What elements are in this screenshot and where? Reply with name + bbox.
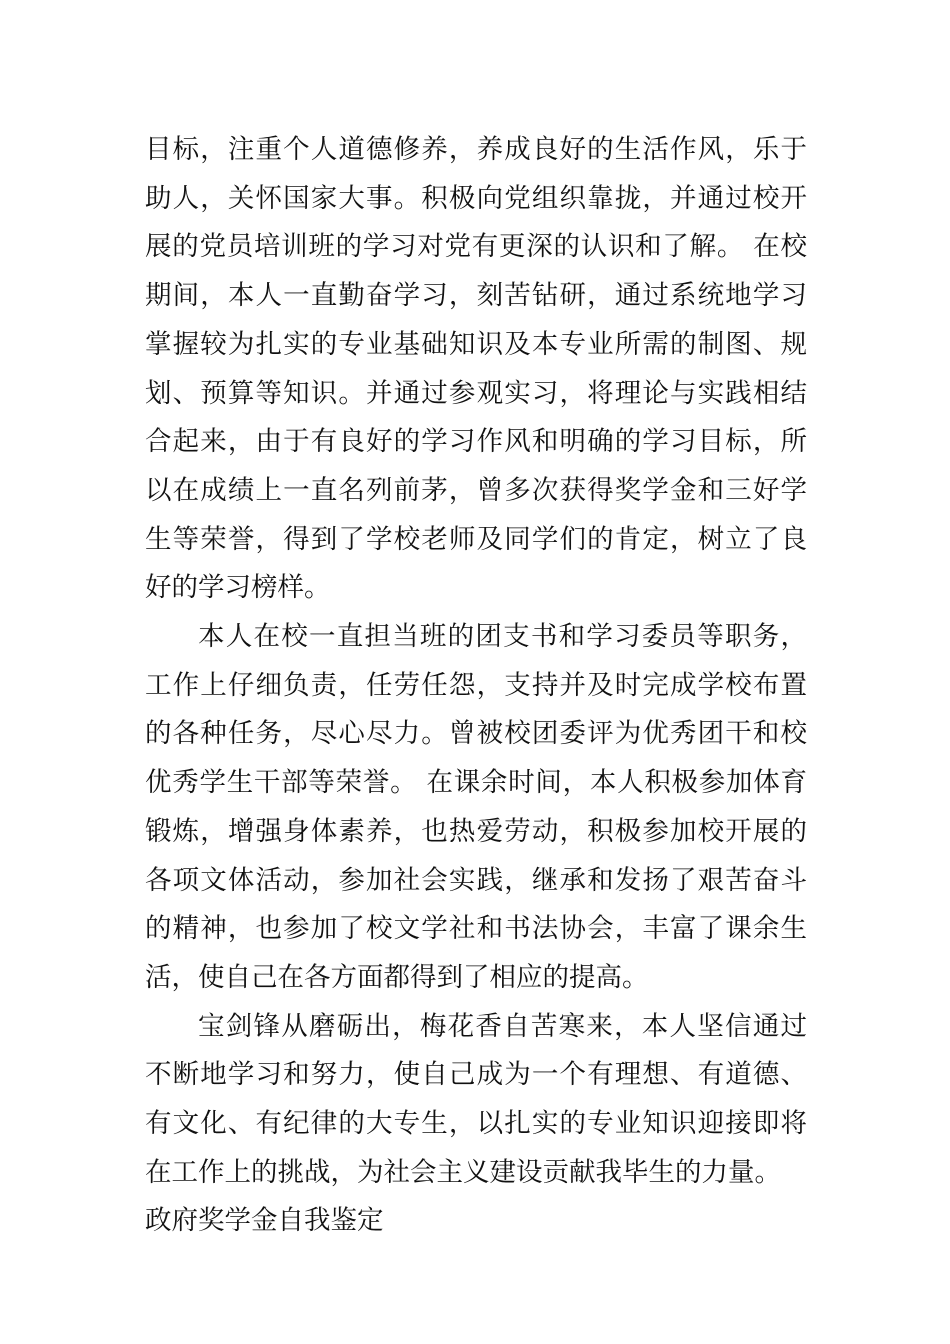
document-body [145, 126, 807, 1246]
paragraph-1: 目标，注重个人道德修养，养成良好的生活作风，乐于助人，关怀国家大事。积极向党组织靠拢，并通过校开展的党员培训班的学习对党有更深的认识和了解。 在校期间，本人一直勤奋学习，刻苦钻研，通过系统地学习掌握较为扎实的专业基础知识及本专业所需的制图、规划、预算等知识。并通过参观实习，将理论与实践相结合起来，由于有良好的学习作风和明确的学习目标，所以在成绩上一直名列前茅，曾多次获得奖学金和三好学生等荣誉，得到了学校老师及同学们的肯定，树立了良好的学习榜样。 [145, 134, 807, 604]
paragraph-3: 宝剑锋从磨砺出，梅花香自苦寒来，本人坚信通过不断地学习和努力，使自己成为一个有理想、有道德、有文化、有纪律的大专生，以扎实的专业知识迎接即将在工作上的挑战，为社会主义建设贡献我毕生的力量。 [145, 1010, 807, 1188]
paragraph-2: 本人在校一直担当班的团支书和学习委员等职务，工作上仔细负责，任劳任怨，支持并及时完成学校布置的各种任务，尽心尽力。曾被校团委评为优秀团干和校优秀学生干部等荣誉。 在课余时间，本人积极参加体育锻炼，增强身体素养，也热爱劳动，积极参加校开展的各项文体活动，参加社会实践，继承和发扬了艰苦奋斗的精神，也参加了校文学社和书法协会，丰富了课余生活，使自己在各方面都得到了相应的提高。 [145, 621, 807, 993]
section-heading: 政府奖学金自我鉴定 [145, 1205, 384, 1237]
